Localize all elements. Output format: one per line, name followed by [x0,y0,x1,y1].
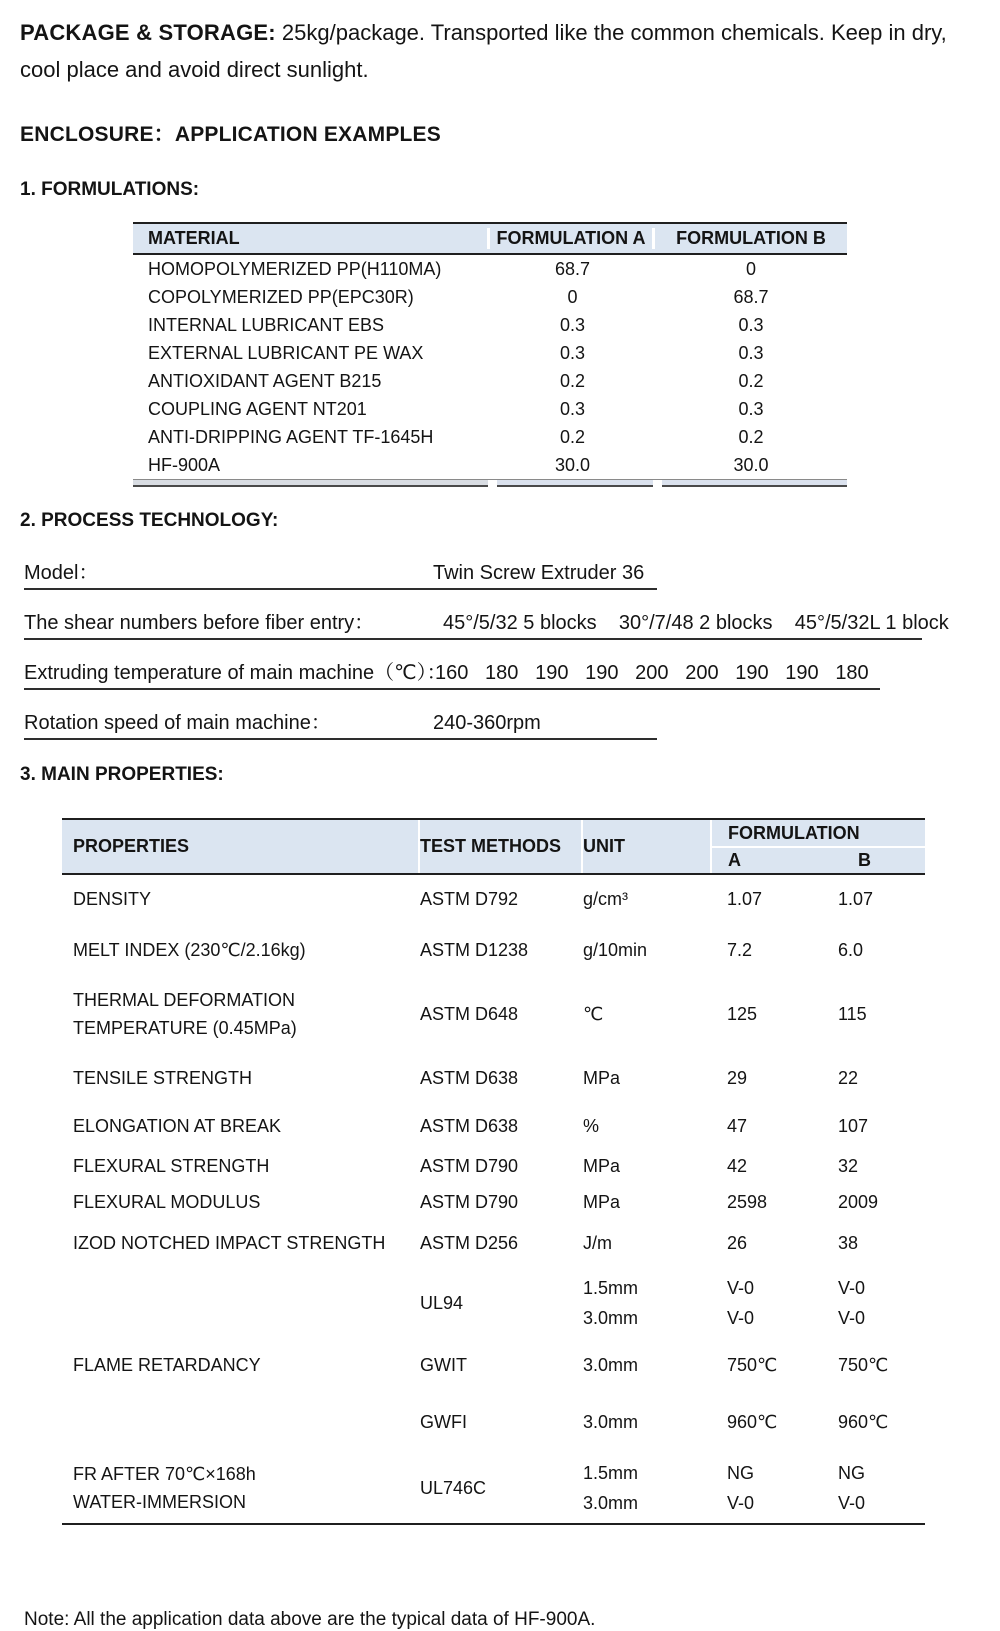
table-bottom-edge [133,480,847,487]
unit-cell: % [583,1115,600,1136]
property-line: DENSITY [73,889,152,909]
package-storage-label: PACKAGE & STORAGE: [20,20,276,45]
table-row [62,1147,925,1185]
measurement-row [583,1228,925,1258]
test-method-cell: ASTM D638 [420,1067,519,1088]
value-b-cell: 1.07 [838,888,874,909]
formulation-a-cell: 0.2 [559,370,586,391]
test-method-cell: ASTM D648 [420,1003,519,1024]
note-text: Note: All the application data above are the typical data of HF-900A. [24,1609,596,1630]
property-line: MELT INDEX (230℃/2.16kg) [73,940,306,960]
value-b-cell: 6.0 [838,939,864,960]
unit-cell: 3.0mm [583,1307,639,1328]
test-method-cell: ASTM D256 [420,1232,519,1253]
process-line-value: Twin Screw Extruder 36 [433,562,645,584]
value-a-cell: 42 [727,1155,748,1176]
material-cell: COUPLING AGENT NT201 [148,398,367,419]
unit-cell: MPa [583,1191,621,1212]
table-row [133,423,847,451]
process-line-label: Extruding temperature of main machine（℃）： [24,662,447,684]
unit-cell: g/10min [583,939,648,960]
material-cell: HF-900A [148,454,221,475]
material-cell: HOMOPOLYMERIZED PP(H110MA) [148,258,442,279]
unit-cell: 3.0mm [583,1411,639,1432]
value-a-cell: 125 [727,1003,758,1024]
formulation-a-cell: 0 [567,286,578,307]
column-header-a: A [728,850,741,870]
measurement-rows [583,1187,925,1217]
value-b-cell: 22 [838,1067,859,1088]
unit-cell: g/cm³ [583,888,628,909]
table-row [62,923,925,977]
test-method-cell: ASTM D790 [420,1191,519,1212]
table-row [62,1453,925,1523]
measurement-rows [583,884,925,914]
column-header-test-methods: TEST METHODS [420,820,583,873]
process-line-label: Rotation speed of main machine： [24,712,331,734]
property-line: TENSILE STRENGTH [73,1068,253,1088]
formulation-subheaders [712,848,925,873]
formulation-b-cell: 0.2 [738,426,764,447]
formulation-a-cell: 0.3 [559,342,586,363]
value-a-cell: 7.2 [727,939,753,960]
value-b-cell: V-0 [838,1277,866,1298]
column-header-formulation: FORMULATION [712,820,925,848]
formulation-a-cell: 0.3 [559,398,586,419]
table-row [62,875,925,923]
measurement-row [583,1151,925,1181]
test-method-cell: UL94 [420,1292,464,1313]
value-a-cell: 26 [727,1232,748,1253]
unit-cell: J/m [583,1232,612,1253]
unit-cell: 1.5mm [583,1462,639,1483]
test-method-cell: ASTM D792 [420,888,519,909]
table-row [62,1051,925,1105]
material-cell: ANTI-DRIPPING AGENT TF-1645H [148,426,434,447]
formulation-b-cell: 0.3 [738,398,764,419]
measurement-row [583,1350,925,1380]
value-b-cell: 38 [838,1232,859,1253]
measurement-row [583,1111,925,1141]
package-storage-paragraph [20,0,962,88]
process-line-value: 45°/5/32 5 blocks 30°/7/48 2 blocks 45°/5/32L 1 block [443,612,949,634]
test-method-cell: UL746C [420,1477,487,1498]
formulation-b-cell: 30.0 [733,454,769,475]
value-a-cell: 750℃ [727,1354,778,1375]
column-header-properties: PROPERTIES [62,820,420,873]
unit-cell: 3.0mm [583,1492,639,1513]
table-row [133,367,847,395]
value-a-cell: V-0 [727,1277,755,1298]
test-method-cell: ASTM D790 [420,1155,519,1176]
properties-table-header [62,818,925,875]
process-heading: 2. PROCESS TECHNOLOGY: [20,510,279,531]
unit-cell: 3.0mm [583,1354,639,1375]
measurement-rows [583,1458,925,1518]
property-cell [62,1188,420,1216]
column-header-unit: UNIT [583,820,712,873]
property-cell [62,1152,420,1180]
table-row [133,451,847,479]
formulation-a-cell: 68.7 [554,258,591,279]
property-cell [62,1351,420,1379]
value-a-cell: 47 [727,1115,748,1136]
formulation-a-cell: 0.3 [559,314,586,335]
process-line [24,709,657,740]
formulation-b-cell: 0.3 [738,342,764,363]
process-line [24,659,880,690]
value-b-cell: 32 [838,1155,859,1176]
property-line: FLEXURAL STRENGTH [73,1156,270,1176]
test-method-cell: GWFI [420,1411,467,1432]
main-properties-heading: 3. MAIN PROPERTIES: [20,764,224,785]
test-method-cell: ASTM D638 [420,1115,519,1136]
process-line [24,609,949,640]
value-a-cell: 1.07 [727,888,763,909]
table-row [62,1185,925,1219]
measurement-row [583,1407,925,1437]
table-row [62,1219,925,1267]
measurement-rows [583,1407,925,1437]
unit-cell: 1.5mm [583,1277,639,1298]
measurement-rows [583,1273,925,1333]
formulation-a-cell: 0.2 [559,426,586,447]
value-a-cell: V-0 [727,1307,755,1328]
property-cell [62,1064,420,1092]
process-line [24,559,657,590]
measurement-rows [583,1111,925,1141]
enclosure-heading: ENCLOSURE：APPLICATION EXAMPLES [20,123,441,146]
material-cell: INTERNAL LUBRICANT EBS [148,314,385,335]
column-header-b: B [858,850,871,870]
test-method-cell: GWIT [420,1354,467,1375]
material-cell: EXTERNAL LUBRICANT PE WAX [148,342,424,363]
value-b-cell: 115 [838,1003,867,1024]
column-header-formulation-b: FORMULATION B [676,228,826,248]
property-cell [62,936,420,964]
property-line: WATER-IMMERSION [73,1492,246,1512]
process-section [24,559,1000,740]
property-line: THERMAL DEFORMATION [73,990,296,1010]
measurement-rows [583,1151,925,1181]
process-line-value: 240-360rpm [433,712,541,734]
table-row [62,977,925,1051]
measurement-row [583,1063,925,1093]
value-b-cell: 750℃ [838,1354,889,1375]
formulation-a-cell: 30.0 [554,454,591,475]
table-row [133,395,847,423]
property-cell [62,986,420,1042]
column-header-formulation-group [712,820,925,873]
value-a-cell: 2598 [727,1191,768,1212]
property-cell [62,1460,420,1516]
property-cell [62,1229,420,1257]
property-line: ELONGATION AT BREAK [73,1116,282,1136]
measurement-row [583,1458,925,1488]
table-row [62,1267,925,1339]
value-a-cell: 960℃ [727,1411,778,1432]
table-row [133,255,847,283]
property-line: FLEXURAL MODULUS [73,1192,261,1212]
formulations-table [133,222,847,487]
formulations-table-header [133,222,847,255]
test-method-cell: ASTM D1238 [420,939,529,960]
measurement-rows [583,935,925,965]
property-cell [62,1112,420,1140]
formulation-b-cell: 68.7 [733,286,769,307]
property-cell [62,885,420,913]
table-row [62,1105,925,1147]
column-header-formulation-a: FORMULATION A [490,228,655,249]
measurement-rows [583,1350,925,1380]
material-cell: ANTIOXIDANT AGENT B215 [148,370,382,391]
value-a-cell: 29 [727,1067,748,1088]
value-a-cell: V-0 [727,1492,755,1513]
formulation-b-cell: 0.2 [738,370,764,391]
formulation-b-cell: 0.3 [738,314,764,335]
measurement-row [583,1488,925,1518]
value-a-cell: NG [727,1462,754,1483]
properties-table [62,818,925,1525]
value-b-cell: 960℃ [838,1411,889,1432]
properties-table-body [62,875,925,1525]
material-cell: COPOLYMERIZED PP(EPC30R) [148,286,414,307]
measurement-row [583,999,925,1029]
measurement-row [583,1273,925,1303]
column-header-material: MATERIAL [133,228,490,249]
property-line: TEMPERATURE (0.45MPa) [73,1018,297,1038]
property-line: IZOD NOTCHED IMPACT STRENGTH [73,1233,386,1253]
table-row [62,1391,925,1453]
table-row [133,311,847,339]
value-b-cell: V-0 [838,1492,866,1513]
property-line: FLAME RETARDANCY [73,1355,261,1375]
value-b-cell: 2009 [838,1191,879,1212]
process-line-value: 160 180 190 190 200 200 190 190 180 [435,662,869,684]
measurement-rows [583,999,925,1029]
unit-cell: ℃ [583,1003,604,1024]
unit-cell: MPa [583,1155,621,1176]
table-row [62,1339,925,1391]
package-storage-text: 25kg/package. Transported like the common chemicals. Keep in dry, cool place and avoid direct sunlight. [20,20,947,82]
formulation-b-cell: 0 [745,258,756,279]
measurement-row [583,1187,925,1217]
value-b-cell: 107 [838,1115,869,1136]
process-line-label: The shear numbers before fiber entry： [24,612,375,634]
process-line-label: Model： [24,562,99,584]
property-line: FR AFTER 70℃×168h [73,1464,256,1484]
formulations-heading: 1. FORMULATIONS: [20,179,200,200]
table-row [133,339,847,367]
measurement-row [583,884,925,914]
measurement-row [583,935,925,965]
value-b-cell: V-0 [838,1307,866,1328]
table-row [133,283,847,311]
formulations-table-body [133,255,847,480]
measurement-row [583,1303,925,1333]
value-b-cell: NG [838,1462,865,1483]
unit-cell: MPa [583,1067,621,1088]
measurement-rows [583,1063,925,1093]
measurement-rows [583,1228,925,1258]
